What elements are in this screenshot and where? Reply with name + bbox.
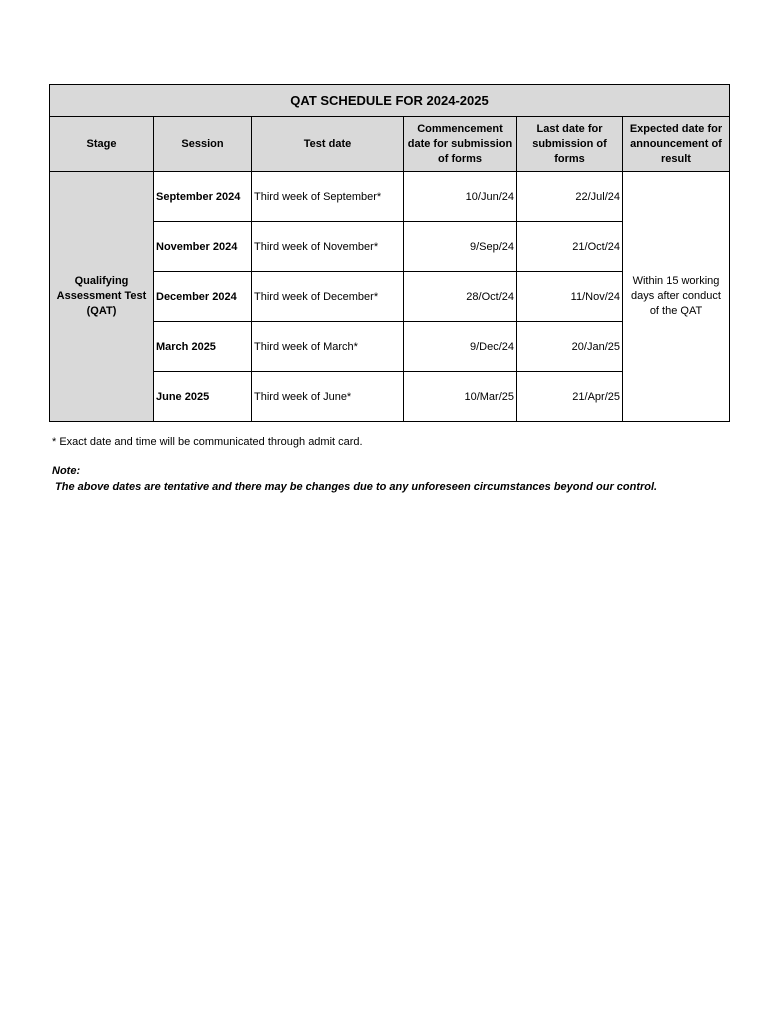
schedule-table bbox=[49, 84, 730, 422]
note-text: The above dates are tentative and there may be changes due to any unforeseen circumstances beyond our control. bbox=[55, 481, 658, 493]
stage-cell: Qualifying Assessment Test (QAT) bbox=[50, 172, 154, 422]
test-date-cell: Third week of December* bbox=[252, 272, 404, 322]
session-cell: November 2024 bbox=[154, 222, 252, 272]
test-date-cell: Third week of June* bbox=[252, 372, 404, 422]
last-date-cell: 21/Apr/25 bbox=[517, 372, 623, 422]
header-result-date: Expected date for announcement of result bbox=[623, 117, 730, 172]
session-cell: June 2025 bbox=[154, 372, 252, 422]
last-date-cell: 21/Oct/24 bbox=[517, 222, 623, 272]
table-row bbox=[50, 172, 730, 222]
last-date-cell: 20/Jan/25 bbox=[517, 322, 623, 372]
test-date-cell: Third week of September* bbox=[252, 172, 404, 222]
table-title: QAT SCHEDULE FOR 2024-2025 bbox=[50, 85, 730, 117]
test-date-cell: Third week of November* bbox=[252, 222, 404, 272]
session-cell: September 2024 bbox=[154, 172, 252, 222]
last-date-cell: 22/Jul/24 bbox=[517, 172, 623, 222]
footnote: * Exact date and time will be communicated through admit card. bbox=[52, 436, 363, 448]
header-last-date: Last date for submission of forms bbox=[517, 117, 623, 172]
table-header-row bbox=[50, 117, 730, 172]
header-stage: Stage bbox=[50, 117, 154, 172]
note-label: Note: bbox=[52, 465, 81, 477]
commencement-cell: 10/Jun/24 bbox=[404, 172, 517, 222]
commencement-cell: 9/Sep/24 bbox=[404, 222, 517, 272]
commencement-cell: 9/Dec/24 bbox=[404, 322, 517, 372]
header-test-date: Test date bbox=[252, 117, 404, 172]
result-cell: Within 15 working days after conduct of the QAT bbox=[623, 172, 730, 422]
header-session: Session bbox=[154, 117, 252, 172]
last-date-cell: 11/Nov/24 bbox=[517, 272, 623, 322]
header-commencement-date: Commencement date for submission of forms bbox=[404, 117, 517, 172]
session-cell: March 2025 bbox=[154, 322, 252, 372]
commencement-cell: 28/Oct/24 bbox=[404, 272, 517, 322]
test-date-cell: Third week of March* bbox=[252, 322, 404, 372]
commencement-cell: 10/Mar/25 bbox=[404, 372, 517, 422]
session-cell: December 2024 bbox=[154, 272, 252, 322]
